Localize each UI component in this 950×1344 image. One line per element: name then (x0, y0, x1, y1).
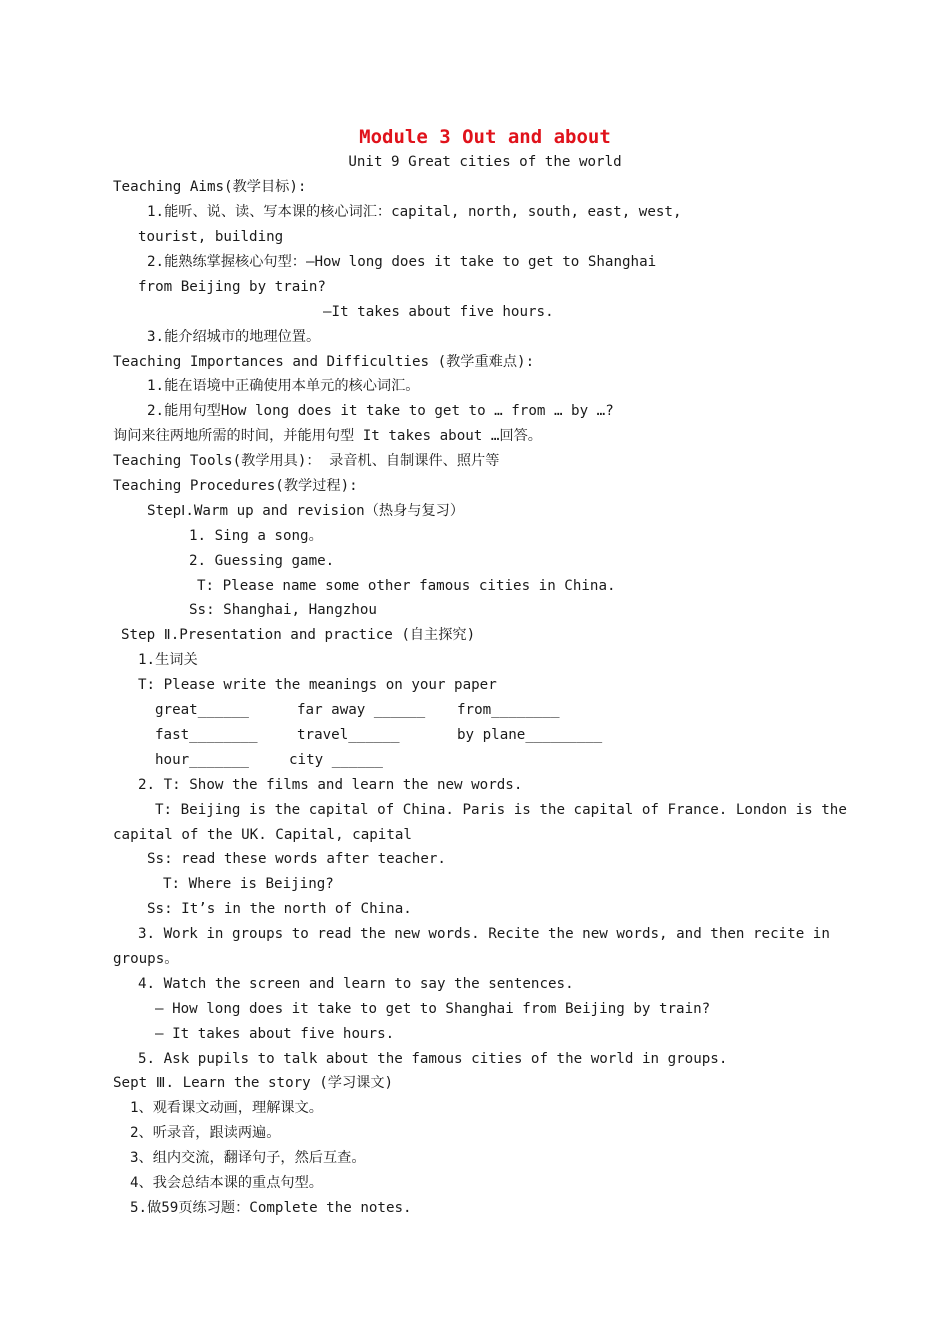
step-2-students-answer: Ss: It’s in the north of China. (147, 901, 412, 917)
step-2-teacher-question: T: Where is Beijing? (163, 876, 334, 892)
vocab-from: from________ (457, 702, 560, 718)
step-3-item-4: 4、我会总结本课的重点句型。 (130, 1175, 323, 1191)
step-3-item-2: 2、听录音，跟读两遍。 (130, 1125, 281, 1141)
step-2-item-1: 1.生词关 (138, 652, 198, 668)
section-heading-importances: Teaching Importances and Difficulties (教学重难点): (113, 354, 535, 370)
step-2-teacher-capital: T: Beijing is the capital of China. Paris is the capital of France. London is the (155, 802, 847, 818)
step-1-item-2: 2. Guessing game. (189, 553, 335, 569)
step-2-teacher-capital-cont: capital of the UK. Capital, capital (113, 827, 412, 843)
page-title: Module 3 Out and about (359, 126, 611, 148)
vocab-far-away: far away ______ (297, 702, 426, 718)
vocab-great: great______ (155, 702, 249, 718)
aims-item-2-cont: from Beijing by train? (138, 279, 326, 295)
step-2-item-4-question: — How long does it take to get to Shanghai from Beijing by train? (155, 1001, 711, 1017)
step-3-heading: Sept Ⅲ. Learn the story (学习课文) (113, 1075, 394, 1091)
vocab-city: city ______ (289, 752, 383, 768)
section-heading-procedures: Teaching Procedures(教学过程): (113, 478, 358, 494)
vocab-travel: travel______ (297, 727, 400, 743)
vocab-by-plane: by plane_________ (457, 727, 603, 743)
step-2-item-3-cont: groups。 (113, 951, 179, 967)
step-2-heading: Step Ⅱ.Presentation and practice (自主探究) (121, 627, 476, 643)
step-2-students-read: Ss: read these words after teacher. (147, 851, 446, 867)
page-subtitle: Unit 9 Great cities of the world (348, 154, 622, 170)
importance-item-1: 1.能在语境中正确使用本单元的核心词汇。 (147, 378, 420, 394)
section-heading-tools: Teaching Tools(教学用具)： 录音机、自制课件、照片等 (113, 453, 500, 469)
step-2-item-4-answer: — It takes about five hours. (155, 1026, 395, 1042)
step-2-item-4: 4. Watch the screen and learn to say the sentences. (138, 976, 574, 992)
step-2-item-2: 2. T: Show the films and learn the new words. (138, 777, 523, 793)
step-1-item-1: 1. Sing a song。 (189, 528, 323, 544)
section-heading-aims: Teaching Aims(教学目标): (113, 179, 307, 195)
aims-item-2: 2.能熟练掌握核心句型：—How long does it take to get to Shanghai (147, 254, 657, 270)
step-3-item-5: 5.做59页练习题：Complete the notes. (130, 1200, 412, 1216)
step-2-item-5: 5. Ask pupils to talk about the famous cities of the world in groups. (138, 1051, 728, 1067)
step-2-item-3: 3. Work in groups to read the new words. Recite the new words, and then recite in (138, 926, 830, 942)
aims-item-1-cont: tourist, building (138, 229, 284, 245)
importance-item-2-cont: 询问来往两地所需的时间，并能用句型 It takes about …回答。 (113, 428, 542, 444)
step-3-item-3: 3、组内交流，翻译句子，然后互查。 (130, 1150, 366, 1166)
aims-item-3: 3.能介绍城市的地理位置。 (147, 329, 321, 345)
importance-item-2: 2.能用句型How long does it take to get to … from … by …? (147, 403, 614, 419)
step-3-item-1: 1、观看课文动画，理解课文。 (130, 1100, 323, 1116)
vocab-hour: hour_______ (155, 752, 249, 768)
step-1-heading: StepⅠ.Warm up and revision（热身与复习） (147, 503, 465, 519)
aims-item-1: 1.能听、说、读、写本课的核心词汇：capital, north, south, east, west, (147, 204, 682, 220)
aims-item-2-answer: —It takes about five hours. (323, 304, 554, 320)
step-1-students-line: Ss: Shanghai, Hangzhou (189, 602, 377, 618)
step-1-teacher-line: T: Please name some other famous cities in China. (197, 578, 616, 594)
step-2-teacher-instruction: T: Please write the meanings on your paper (138, 677, 497, 693)
vocab-fast: fast________ (155, 727, 258, 743)
